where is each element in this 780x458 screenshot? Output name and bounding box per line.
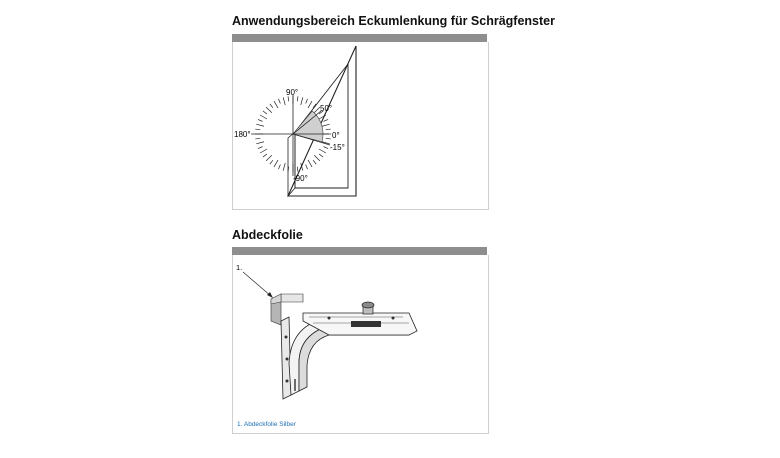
callout-number: 1. [236, 263, 243, 272]
degree-tick [297, 96, 298, 101]
section-bar-eckumlenkung [232, 34, 487, 42]
degree-tick [255, 129, 260, 130]
plate-hole-3 [286, 380, 289, 383]
degree-tick [270, 160, 273, 164]
label-90: 90° [286, 88, 299, 97]
degree-tick [256, 142, 264, 144]
degree-tick [323, 147, 328, 149]
label-50: 50° [320, 104, 333, 113]
screw-head [362, 302, 374, 308]
degree-tick [283, 163, 285, 171]
label-neg90: -90° [293, 174, 308, 183]
degree-tick [255, 138, 260, 139]
cover-foil-edge [271, 294, 281, 304]
rail-hole-1 [328, 317, 331, 320]
degree-tick [306, 99, 308, 104]
diagram-panel-eckumlenkung [232, 42, 489, 210]
degree-tick [297, 167, 298, 172]
leader-line [243, 272, 271, 296]
section-title-eckumlenkung: Anwendungsbereich Eckumlenkung für Schrägfenster [232, 14, 555, 28]
abdeckfolie-diagram [233, 255, 488, 433]
degree-tick [313, 160, 316, 164]
degree-tick [288, 96, 289, 101]
plate-hole-1 [285, 336, 288, 339]
degree-tick [278, 164, 280, 169]
degree-tick [326, 138, 331, 139]
degree-tick [274, 101, 278, 108]
section-bar-abdeckfolie [232, 247, 487, 255]
label-0: 0° [332, 131, 340, 140]
rail-slot [351, 321, 381, 327]
angle-diagram [233, 42, 488, 209]
label-180: 180° [234, 130, 251, 139]
frame-corner [288, 132, 295, 196]
corner-drive-inner [299, 327, 409, 391]
degree-tick [263, 111, 267, 114]
degree-tick [319, 115, 326, 119]
degree-tick [306, 164, 308, 169]
degree-tick [258, 147, 263, 149]
degree-tick [278, 99, 280, 104]
degree-tick [301, 97, 303, 105]
degree-tick [308, 160, 312, 167]
degree-tick [263, 154, 267, 157]
caption-abdeckfolie: 1. Abdeckfolie Silber [237, 421, 296, 428]
degree-tick [258, 119, 263, 121]
degree-tick [323, 119, 328, 121]
degree-tick [314, 155, 320, 161]
degree-tick [260, 149, 267, 153]
plate-hole-2 [286, 358, 289, 361]
degree-tick [274, 160, 278, 167]
degree-tick [270, 104, 273, 108]
degree-tick [256, 124, 264, 126]
degree-tick [283, 97, 285, 105]
degree-tick [260, 115, 267, 119]
diagram-panel-abdeckfolie [232, 255, 489, 434]
degree-tick [326, 129, 331, 130]
degree-tick [308, 101, 312, 108]
rail-hole-2 [392, 317, 395, 320]
degree-tick [266, 155, 272, 161]
cover-foil-top [281, 294, 303, 302]
degree-tick [319, 149, 326, 153]
degree-tick [266, 107, 272, 113]
degree-tick [322, 124, 330, 126]
degree-tick [319, 154, 323, 157]
label-neg15: -15° [330, 143, 345, 152]
section-title-abdeckfolie: Abdeckfolie [232, 228, 303, 242]
